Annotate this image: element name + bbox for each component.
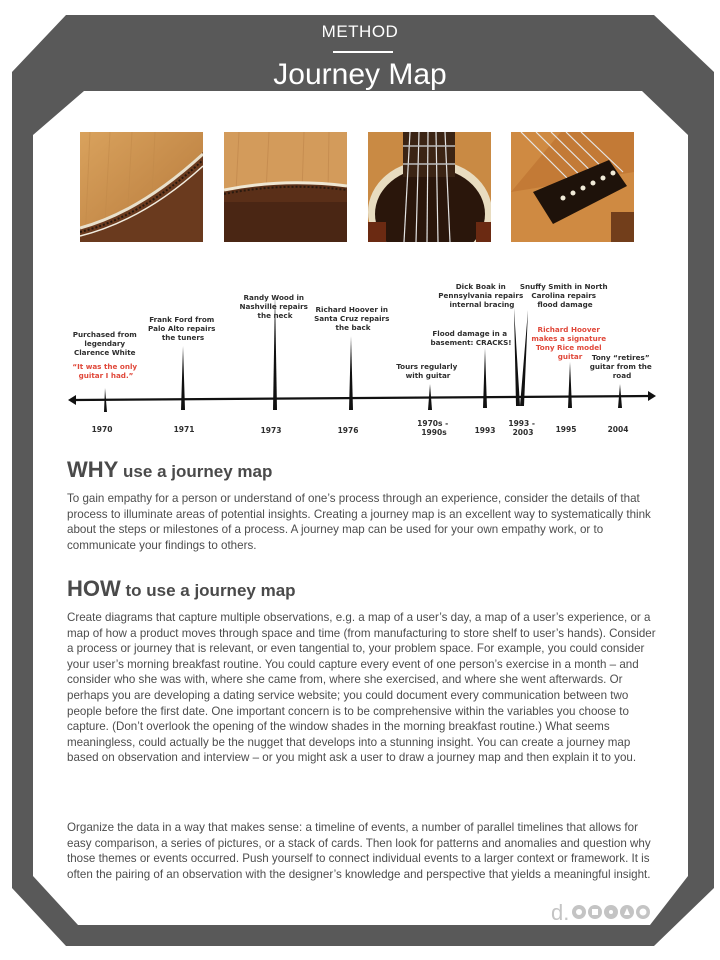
timeline-axis <box>74 396 650 400</box>
event-caption-1976: Richard Hoover in Santa Cruz repairs the back <box>314 305 390 332</box>
timeline-arrow-right <box>648 391 656 401</box>
event-caption-flood: Flood damage in a basement: CRACKS! <box>430 329 512 347</box>
timeline-arrow-left <box>68 395 76 405</box>
guitar-photo-edge <box>224 132 347 242</box>
how-body-paragraph-2: Organize the data in a way that makes sense: a timeline of events, a number of parallel timelines that allows for easy comparison, a series of pictures, or a stack of cards. Then look for patterns and anomalies and question why those themes or events occurred. Push yourself to connect individual events to a larger context or framework. It is often the pairing of an observation with the designer’s knowledge and perspective that yields a meaningful insight. <box>67 821 651 881</box>
year-label-1993-2003: 1993 - 2003 <box>508 419 535 437</box>
journey-timeline <box>62 280 662 440</box>
spike-1993 <box>483 348 487 408</box>
year-label-1993: 1993 <box>474 426 496 435</box>
year-label-1995: 1995 <box>555 425 577 434</box>
guitar-photo-binding <box>80 132 203 242</box>
event-caption-dick-boak: Dick Boak in Pennsylvania repairs internal bracing <box>438 282 524 309</box>
header-divider <box>333 51 393 53</box>
event-caption-1973: Randy Wood in Nashville repairs the neck <box>239 293 308 320</box>
spike-1993-2003-right <box>520 310 528 406</box>
year-label-1973: 1973 <box>260 426 282 435</box>
guitar-photo-soundhole <box>368 132 491 242</box>
year-label-2004: 2004 <box>607 425 629 434</box>
page-title: Journey Map <box>273 58 447 91</box>
event-caption-tours: Tours regularly with guitar <box>396 362 458 380</box>
dschool-logo <box>551 900 656 924</box>
how-heading: HOW to use a journey map <box>67 576 296 601</box>
why-heading: WHY use a journey map <box>67 457 273 482</box>
year-label-1970: 1970 <box>91 425 113 434</box>
guitar-photo-bridge <box>511 132 634 242</box>
why-body: To gain empathy for a person or understand of one’s process through an experience, consider the details of that process to illuminate areas of potential insights. Creating a journey map is an excellent way to systematically think about the steps or milestones of a process. A journey map can be used for your own empathy work, or to communicate your findings to others. <box>67 492 651 552</box>
event-caption-1971: Frank Ford from Palo Alto repairs the tuners <box>148 315 216 342</box>
spike-1976 <box>349 336 353 410</box>
spike-1995 <box>568 362 572 408</box>
event-caption-signature-model: Richard Hoover makes a signature Tony Rice model guitar <box>531 325 607 361</box>
year-label-1971: 1971 <box>173 425 195 434</box>
spike-1993-2003-left <box>514 308 520 406</box>
svg-text:d.: d. <box>551 900 570 924</box>
event-caption-1970: Purchased from legendary Clarence White “It was the only guitar I had.” <box>72 330 138 380</box>
year-label-1976: 1976 <box>337 426 359 435</box>
how-body-paragraph-1: Create diagrams that capture multiple observations, e.g. a map of a user’s day, a map of a user’s experience, or a map of how a product moves through space and time (from manufacturing to store shelf to user’s hands). Consider a process or journey that is relevant, or even tangential to, your problem space. For example, you could consider your user’s morning breakfast routine. You could capture every event of one person’s exercise in a month – and consider who she was with, where she came from, where she exercised, and where she went afterwards. Or perhaps you are developing a dating service website; you could document every communication between two people before the first date. One important concern is to be comprehensive within the variables you choose to capture. (Don’t overlook the opening of the window shades in the morning breakfast routine.) What seems meaningless, could actually be the nugget that develops into a stunning insight. You can create a journey map based on observation and interview – or you might ask a user to draw a journey map and then explain it to you. <box>67 611 656 765</box>
event-caption-snuffy-smith: Snuffy Smith in North Carolina repairs flood damage <box>519 282 608 309</box>
year-label-1970s-1990s: 1970s - 1990s <box>417 419 449 437</box>
event-caption-2004: Tony “retires” guitar from the road <box>589 353 652 380</box>
spike-1971 <box>181 346 185 410</box>
method-label: METHOD <box>321 22 399 41</box>
